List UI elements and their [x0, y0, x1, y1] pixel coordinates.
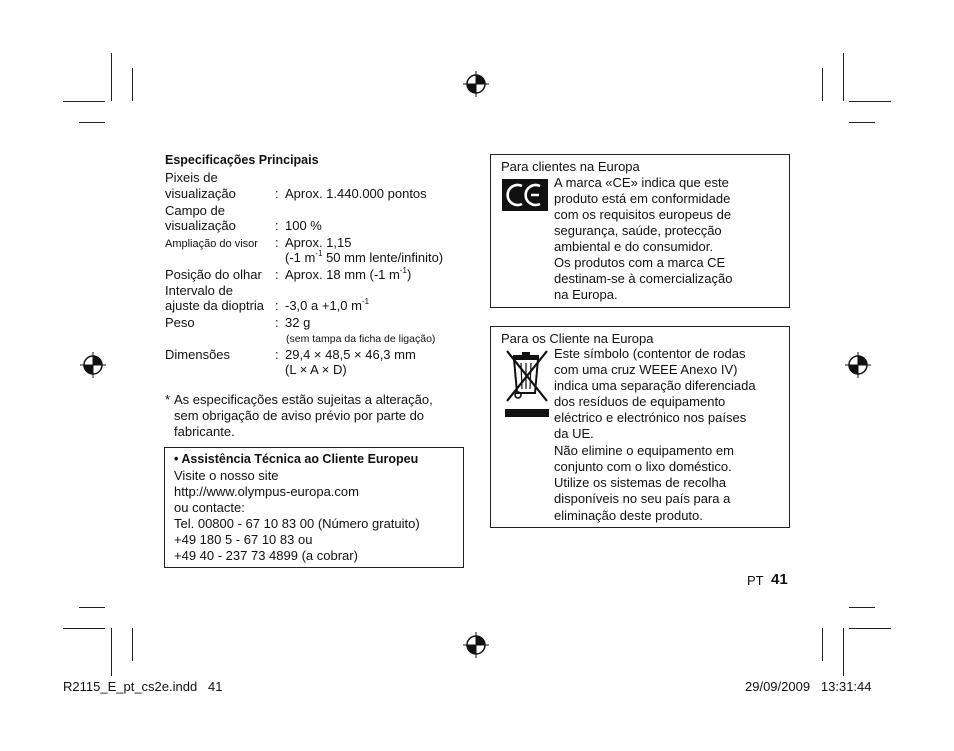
- weee-box-line: eliminação deste produto.: [554, 508, 703, 523]
- spec-value: 32 g: [285, 315, 311, 330]
- weee-box-line: Não elimine o equipamento em: [554, 443, 734, 458]
- weee-box-line: conjunto com o lixo doméstico.: [554, 459, 732, 474]
- page-language: PT: [747, 573, 764, 588]
- registration-mark-right: [845, 352, 871, 378]
- weee-box-line: da UE.: [554, 426, 594, 441]
- spec-colon: :: [275, 315, 279, 330]
- spec-value: -3,0 a +1,0 $m^{-1}$: [285, 296, 370, 313]
- page-number: 41: [771, 571, 788, 588]
- weee-box-line: disponíveis no seu país para a: [554, 491, 731, 506]
- weee-box-line: eléctrico e electrónico nos países: [554, 410, 747, 425]
- spec-value: Aprox. 18 mm (-1 $m^{-1}$): [285, 265, 412, 282]
- ce-box-line: com os requisitos europeus de: [554, 207, 732, 222]
- spec-label: Intervalo de: [165, 283, 233, 298]
- ce-box-line: Os produtos com a marca CE: [554, 255, 726, 270]
- crossed-out-wheelie-bin-icon: [503, 349, 551, 421]
- weee-box-line: Este símbolo (contentor de rodas: [554, 346, 746, 361]
- spec-label: ajuste da dioptria: [165, 298, 265, 313]
- spec-colon: :: [275, 218, 279, 233]
- ce-box-line: segurança, saúde, protecção: [554, 223, 722, 238]
- ce-mark-icon: [502, 179, 548, 211]
- spec-value: Aprox. 1.440.000 pontos: [285, 186, 427, 201]
- spec-value: 100 %: [285, 218, 322, 233]
- spec-label: visualização: [165, 218, 236, 233]
- spec-colon: :: [275, 186, 279, 201]
- spec-value: 29,4 × 48,5 × 46,3 mm: [285, 347, 416, 362]
- ce-box-title: Para clientes na Europa: [501, 159, 640, 174]
- registration-mark-left: [80, 352, 106, 378]
- spec-colon: :: [275, 298, 279, 313]
- spec-label: Pixeis de: [165, 170, 218, 185]
- support-line: +49 180 5 - 67 10 83 ou: [174, 532, 313, 547]
- ce-box-line: produto está em conformidade: [554, 191, 731, 206]
- footnote-line: sem obrigação de aviso prévio por parte do: [174, 408, 425, 423]
- spec-label: Ampliação do visor: [165, 238, 258, 250]
- spec-value-detail: (-1 $m^{-1}$ 50 mm lente/infinito): [285, 248, 444, 265]
- ce-box: [490, 154, 790, 308]
- weee-box-title: Para os Cliente na Europa: [501, 331, 654, 346]
- spec-label: Posição do olhar: [165, 267, 262, 282]
- spec-colon: :: [275, 267, 279, 282]
- support-title: • Assistência Técnica ao Cliente Europeu: [174, 452, 419, 466]
- registration-mark-top: [463, 71, 489, 97]
- spec-value-detail: (L × A × D): [285, 362, 347, 377]
- ce-box-line: na Europa.: [554, 287, 618, 302]
- spec-label: Peso: [165, 315, 195, 330]
- support-line: ou contacte:: [174, 500, 245, 515]
- spec-label: Campo de: [165, 203, 225, 218]
- weee-box-line: dos resíduos de equipamento: [554, 394, 726, 409]
- footer-file-name: R2115_E_pt_cs2e.indd 41: [63, 679, 223, 694]
- support-line: Tel. 00800 - 67 10 83 00 (Número gratuito): [174, 516, 420, 531]
- spec-label: Dimensões: [165, 347, 231, 362]
- ce-box-line: ambiental e do consumidor.: [554, 239, 713, 254]
- weee-box-line: com uma cruz WEEE Anexo IV): [554, 362, 738, 377]
- spec-colon: :: [275, 347, 279, 362]
- spec-label: visualização: [165, 186, 236, 201]
- weee-box: [490, 326, 790, 528]
- footnote-line: fabricante.: [174, 424, 235, 439]
- footnote-mark: *: [165, 392, 171, 407]
- weee-box-line: indica uma separação diferenciada: [554, 378, 756, 393]
- ce-box-line: A marca «CE» indica que este: [554, 175, 729, 190]
- support-line: Visite o nosso site: [174, 468, 279, 483]
- spec-value-detail: (sem tampa da ficha de ligação): [286, 333, 436, 345]
- support-line: +49 40 - 237 73 4899 (a cobrar): [174, 548, 358, 563]
- spec-colon: :: [275, 235, 279, 250]
- footnote-line: As especificações estão sujeitas a alteração,: [174, 392, 433, 407]
- registration-mark-bottom: [463, 632, 489, 658]
- spec-value: Aprox. 1,15: [285, 235, 352, 250]
- support-box: [164, 447, 464, 568]
- specs-heading: Especificações Principais: [165, 153, 319, 167]
- weee-box-line: Utilize os sistemas de recolha: [554, 475, 726, 490]
- ce-box-line: destinam-se à comercialização: [554, 271, 733, 286]
- support-url[interactable]: http://www.olympus-europa.com: [174, 484, 359, 499]
- footer-date-time: 29/09/2009 13:31:44: [745, 679, 872, 694]
